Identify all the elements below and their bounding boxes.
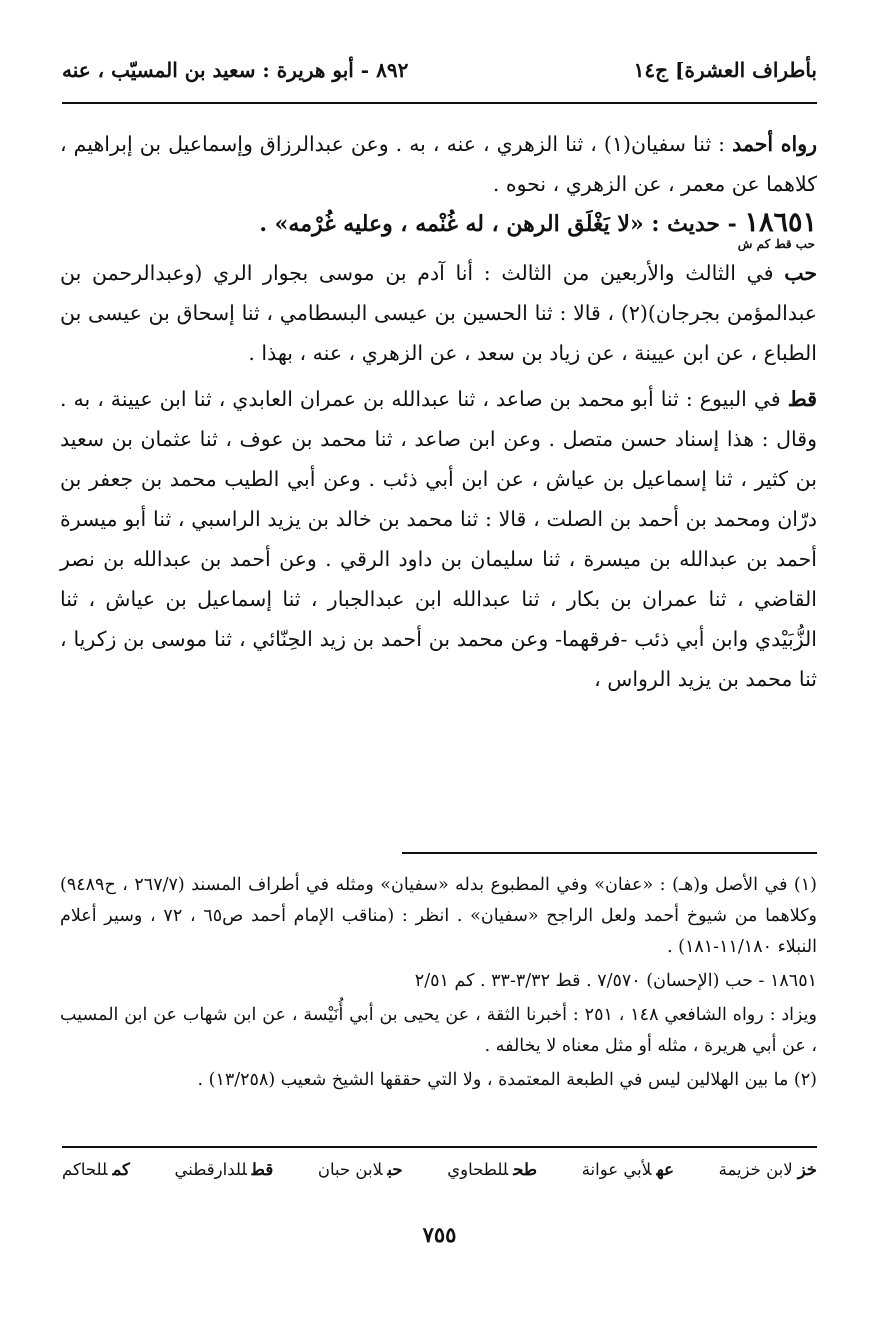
footnote-divider — [402, 852, 817, 854]
abbreviation-legend — [62, 1160, 817, 1179]
hadith-reference: ١٨٦٥١ - حب (الإحسان) ٧/٥٧٠ . قط ٣/٣٢-٣٣ . كم ٢/٥١ — [414, 971, 817, 991]
paragraph-hibban — [60, 253, 817, 373]
running-title: ٨٩٢ - أبو هريرة : سعيد بن المسيّب ، عنه — [62, 58, 409, 82]
legend-item: حبلابن حبان — [317, 1160, 403, 1179]
legend-item: كمللحاكم — [62, 1160, 130, 1179]
footnote-addition: ويزاد : رواه الشافعي ١٤٨ ، ٢٥١ : أخبرنا الثقة ، عن يحيى بن أبي أُنَيْسة ، عن ابن شهاب عن ابن المسيب ، عن أبي هريرة ، مثله أو مثل معناه لا يخالفه . — [60, 1005, 817, 1056]
source-label: قط — [787, 387, 817, 411]
legend-item: عهلأبي عوانة — [581, 1160, 674, 1179]
legend-item: خزلابن خزيمة — [718, 1160, 817, 1179]
book-title: بأطراف العشرة] ج١٤ — [633, 58, 817, 82]
header-divider — [62, 102, 817, 104]
legend-item: قطللدارقطني — [174, 1160, 274, 1179]
hadith-heading — [60, 204, 817, 243]
page-number: ٧٥٥ — [422, 1222, 457, 1247]
main-text — [60, 124, 817, 705]
legend-item: طحللطحاوي — [447, 1160, 538, 1179]
paragraph-ahmad — [60, 124, 817, 204]
paragraph-text: في البيوع : ثنا أبو محمد بن صاعد ، ثنا عبدالله بن عمران العابدي ، ثنا ابن عيينة ، به . وقال : هذا إسناد حسن متصل . وعن ابن صاعد ، ثنا محمد بن عوف ، ثنا عثمان بن سعيد بن كثير ، ثنا إسماعيل بن عياش ، عن ابن أبي ذئب . وعن أبي الطيب محمد بن جعفر بن درّان ومحمد بن أحمد بن الصلت ، قالا : ثنا محمد بن خالد بن يزيد الراسبي ، ثنا أبو ميسرة أحمد بن عبدالله بن ميسرة ، ثنا سليمان بن داود الرقي . وعن أحمد بن عبدالله بن نصر القاضي ، ثنا عمران بن بكار ، ثنا عبدالله ابن عبدالجبار ، ثنا إسماعيل بن عياش ، ثنا الزُّبَيْدي وابن أبي ذئب -فرقهما- وعن محمد بن أحمد بن زيد الحِنّائي ، ثنا موسى بن زكريا ، ثنا محمد بن يزيد الرواس ، — [60, 387, 817, 691]
legend-divider — [62, 1146, 817, 1148]
paragraph-text: في الثالث والأربعين من الثالث : أنا آدم بن موسى بجوار الري (وعبدالرحمن بن عبدالمؤمن بجرجان)(٢) ، قالا : ثنا الحسين بن عيسى البسطامي ، ثنا إسحاق بن عيسى بن الطباع ، عن ابن عيينة ، عن زياد بن سعد ، عن الزهري ، عنه ، بهذا . — [60, 261, 817, 365]
page-header — [62, 58, 817, 82]
source-label: رواه أحمد — [732, 132, 817, 156]
paragraph-daraqutni — [60, 379, 817, 699]
source-label: حب — [784, 261, 817, 285]
footnotes — [60, 870, 817, 1099]
hadith-number: ١٨٦٥١ — [744, 207, 817, 238]
paragraph-text: : ثنا سفيان(١) ، ثنا الزهري ، عنه ، به . وعن عبدالرزاق وإسماعيل بن إبراهيم ، كلاهما عن معمر ، عن الزهري ، نحوه . — [60, 132, 817, 196]
footnote-1: (١) في الأصل و(هـ) : «عفان» وفي المطبوع بدله «سفيان» ومثله في أطراف المسند (٢٦٧/٧ ، ح٩٤٨٩) وكلاهما من شيوخ أحمد ولعل الراجح «سفيان» . انظر : (مناقب الإمام أحمد ص٦٥ ، ٧٢ ، وسير أعلام النبلاء ١١/١٨٠-١٨١) . — [60, 875, 818, 957]
hadith-source-symbols: حب قط كم ش — [737, 237, 815, 251]
footnote-2: (٢) ما بين الهلالين ليس في الطبعة المعتمدة ، ولا التي حققها الشيخ شعيب (١٣/٢٥٨) . — [197, 1070, 817, 1090]
hadith-text: - حديث : «لا يَغْلَق الرهن ، له غُنْمه ، وعليه غُرْمه» . — [259, 211, 745, 237]
